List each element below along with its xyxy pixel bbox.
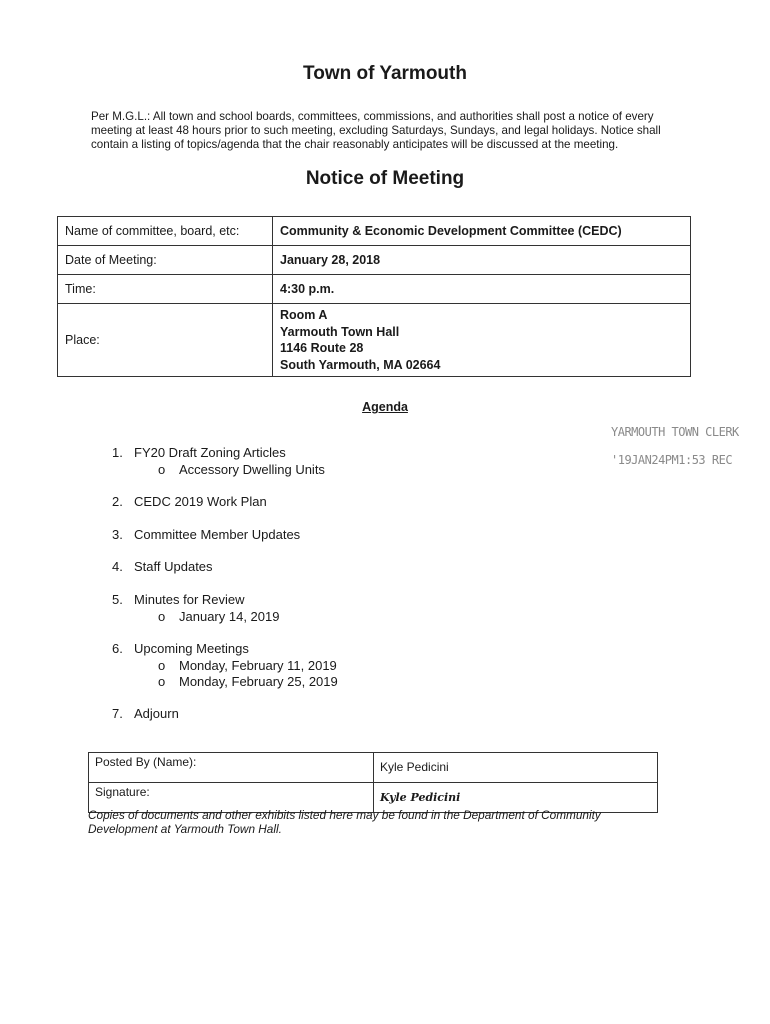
notice-title: Notice of Meeting — [305, 168, 465, 189]
agenda-item-text: Staff Updates — [134, 559, 213, 574]
agenda-item — [112, 445, 325, 478]
handwritten-signature: Kyle Pedicini — [380, 791, 461, 804]
agenda-item-text: Committee Member Updates — [134, 527, 301, 542]
date-label: Date of Meeting: — [58, 246, 273, 275]
place-value — [273, 304, 691, 377]
agenda-item-number: 4. — [112, 559, 123, 574]
agenda-item-text: FY20 Draft Zoning Articles — [134, 445, 286, 460]
sub-bullet: o — [158, 657, 166, 673]
posted-by-value: Kyle Pedicini — [374, 753, 658, 783]
date-value: January 28, 2018 — [273, 246, 691, 275]
agenda-sub-item: Monday, February 25, 2019 — [179, 674, 338, 689]
posting-table — [88, 752, 658, 813]
posted-by-row — [89, 753, 658, 783]
clerk-stamp-line1: YARMOUTH TOWN CLERK — [611, 425, 739, 439]
place-row — [58, 304, 691, 377]
date-row — [58, 246, 691, 275]
agenda-item — [112, 592, 279, 625]
copies-note: Copies of documents and other exhibits listed here may be found in the Department of Community Development at Yarmouth Town Hall. — [88, 808, 601, 836]
place-label: Place: — [58, 304, 273, 377]
agenda-sub-item: Accessory Dwelling Units — [179, 461, 325, 477]
posted-by-label: Posted By (Name): — [89, 753, 374, 783]
sub-bullet: o — [158, 461, 166, 477]
agenda-item — [112, 641, 338, 691]
agenda-item — [112, 559, 213, 576]
place-line: Yarmouth Town Hall — [280, 324, 400, 339]
committee-row — [58, 217, 691, 246]
sub-bullet: o — [158, 608, 166, 624]
agenda-item — [112, 527, 300, 544]
signature-label: Signature: — [89, 783, 374, 813]
agenda-item-text: Upcoming Meetings — [134, 641, 249, 656]
place-line: Room A — [280, 308, 328, 322]
agenda-item-text: Minutes for Review — [134, 592, 245, 607]
committee-label: Name of committee, board, etc: — [58, 217, 273, 246]
place-line: 1146 Route 28 — [280, 341, 364, 355]
sub-bullet: o — [158, 674, 166, 689]
agenda-heading: Agenda — [362, 400, 408, 414]
place-line: South Yarmouth, MA 02664 — [280, 357, 441, 372]
committee-value: Community & Economic Development Committee (CEDC) — [273, 217, 691, 246]
agenda-item-text: CEDC 2019 Work Plan — [134, 494, 267, 509]
mgl-notice-text: Per M.G.L.: All town and school boards, committees, commissions, and authorities shall post a notice of every meeting at least 48 hours prior to such meeting, excluding Saturdays, Sundays, and legal holidays. Notice shall contain a listing of topics/agenda that the chair reasonably anticipates will be discussed at the meeting. — [91, 110, 661, 151]
agenda-item — [112, 706, 179, 723]
agenda-item-number: 5. — [112, 592, 123, 607]
clerk-stamp-line2: '19JAN24PM1:53 REC — [611, 453, 733, 467]
agenda-sub-item: January 14, 2019 — [179, 608, 280, 624]
time-label: Time: — [58, 275, 273, 304]
agenda-item — [112, 494, 267, 511]
agenda-item-number: 1. — [112, 445, 123, 460]
time-value: 4:30 p.m. — [273, 275, 691, 304]
agenda-item-number: 6. — [112, 641, 123, 656]
meeting-info-table — [57, 216, 691, 377]
agenda-item-number: 7. — [112, 706, 123, 721]
page-title: Town of Yarmouth — [303, 63, 467, 84]
agenda-sub-item: Monday, February 11, 2019 — [179, 657, 337, 673]
agenda-item-text: Adjourn — [134, 706, 179, 721]
time-row — [58, 275, 691, 304]
agenda-item-number: 3. — [112, 527, 123, 542]
agenda-item-number: 2. — [112, 494, 123, 509]
